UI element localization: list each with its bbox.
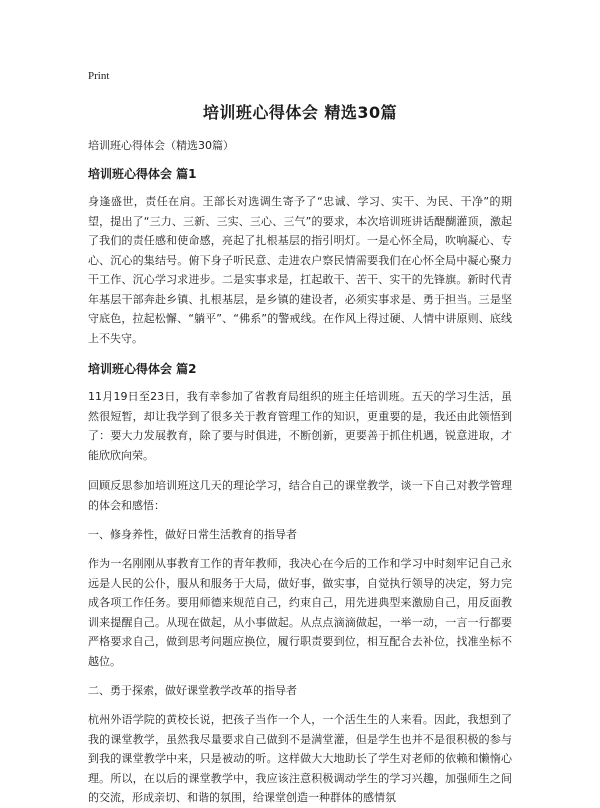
section-paragraph: 回顾反思参加培训班这几天的理论学习，结合自己的课堂教学，谈一下自己对教学管理的体会和感悟： (88, 479, 512, 512)
document-title: 培训班心得体会 精选30篇 (202, 103, 398, 122)
section-paragraph: 11月19日至23日，我有幸参加了省教育局组织的班主任培训班。五天的学习生活，虽然很短暂，却让我学到了很多关于教育管理工作的知识，更重要的是，我还由此领悟到了：要大力发展教育，除了要与时俱进，不断创新，更要善于抓住机遇，锐意进取，才能欣欣向荣。 (88, 390, 512, 462)
subsection-heading: 一、修身养性，做好日常生活教育的指导者 (88, 528, 297, 541)
section-paragraph: 身逢盛世，责任在肩。王部长对选调生寄予了“忠诚、学习、实干、为民、干净”的期望，提出了“三力、三新、三实、三心、三气”的要求，本次培训班讲话醍醐灌顶，激起了我们的责任感和使命感，亮起了扎根基层的指引明灯。一是心怀全局，吹响凝心、专心、沉心的集结号。俯下身子听民意、走进农户察民情需要我们在心怀全局中凝心聚力干工作、沉心学习求进步。二是实事求是，扛起敢干、苦干、实干的先锋旗。新时代青年基层干部奔赴乡镇、扎根基层，是乡镇的建设者，必须实事求是、勇于担当。三是坚守底色，拉起松懈、“躺平”、“佛系”的警戒线。在作风上得过硬、人情中讲原则、底线上不失守。 (88, 195, 512, 345)
subsection-paragraph: 杭州外语学院的黄校长说，把孩子当作一个人，一个活生生的人来看。因此，我想到了我的课堂教学，虽然我尽量要求自己做到不是满堂灌，但是学生也并不是很积极的参与到我的课堂教学中来，只是被动的听。这样做大大地助长了学生对老师的依赖和懒惰心理。所以，在以后的课堂教学中，我应该注意积极调动学生的学习兴趣，加强师生之间的交流，形成亲切、和谐的氛围，给课堂创造一种群体的感情氛 (88, 713, 512, 804)
subsection-paragraph: 作为一名刚刚从事教育工作的青年教师，我决心在今后的工作和学习中时刻牢记自己永远是人民的公仆，服从和服务于大局，做好事，做实事，自觉执行领导的决定，努力完成各项工作任务。要用师德来规范自己，约束自己，用先进典型来激励自己，用反面教训来提醒自己。从现在做起，从小事做起。从点点滴滴做起，一举一动，一言一行都要严格要求自己，做到思考问题应换位，履行职责要到位，相互配合去补位，找准坐标不越位。 (88, 557, 512, 668)
section-heading: 培训班心得体会 篇2 (88, 362, 197, 376)
section-2 (88, 360, 512, 808)
document-subtitle: 培训班心得体会（精选30篇） (88, 139, 234, 152)
print-link[interactable]: Print (88, 70, 110, 82)
section-1 (88, 165, 512, 348)
subsection-heading: 二、勇于探索，做好课堂教学改革的指导者 (88, 684, 297, 697)
section-heading: 培训班心得体会 篇1 (88, 167, 197, 181)
